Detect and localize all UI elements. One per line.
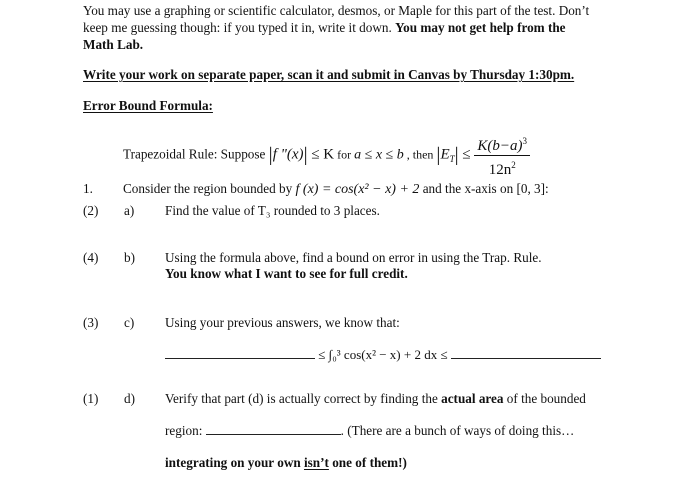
- part-d-region-row: [165, 422, 574, 439]
- trap-et: E: [440, 146, 450, 163]
- trap-le: ≤: [458, 146, 475, 163]
- part-d-last-line: [165, 454, 407, 471]
- part-a-letter: a): [124, 203, 135, 218]
- trapezoidal-rule-formula: Trapezoidal Rule: Suppose |f "(x)| ≤ K for a ≤ x ≤ b , then $|E_T|$ ≤ $\frac{K(b-a)^3}{12n^2}$: [123, 132, 530, 179]
- trap-for: for: [334, 147, 355, 162]
- lower-bound-blank[interactable]: [165, 358, 315, 359]
- part-c-points: (3): [83, 315, 99, 330]
- trap-numerator: K(b−a): [477, 138, 523, 154]
- trap-le-k: ≤ K: [307, 146, 335, 163]
- part-d-bold-word: actual area: [441, 391, 504, 406]
- intro-line-2: [83, 19, 566, 36]
- intro-line-2-plain: keep me guessing though: if you typed it in, write it down.: [83, 20, 396, 35]
- part-a-text: Find the value of T₃ rounded to 3 places.: [165, 203, 380, 218]
- part-c-text: Using your previous answers, we know that:: [165, 315, 400, 330]
- problem-1-number: 1.: [83, 181, 93, 196]
- intro-line-2-bold: You may not get help from the: [395, 20, 566, 35]
- part-c-inequality-row: [165, 346, 601, 363]
- last-bold-before: integrating on your own: [165, 455, 304, 470]
- upper-bound-blank[interactable]: [451, 358, 601, 359]
- part-d-text: [165, 390, 586, 407]
- region-after: . (There are a bunch of ways of doing this…: [340, 423, 575, 438]
- trap-prefix: Trapezoidal Rule: Suppose: [123, 146, 269, 162]
- problem-1-text-before: Consider the region bounded by: [123, 181, 296, 196]
- part-c-inequality: ≤ ∫₀³ cos(x² − x) + 2 dx ≤: [318, 347, 448, 362]
- intro-line-3: Math Lab.: [83, 37, 144, 52]
- part-a-points: (2): [83, 203, 99, 218]
- region-label: region:: [165, 423, 203, 438]
- region-area-blank[interactable]: [206, 434, 341, 435]
- part-b-bold-text: You know what I want to see for full credit.: [165, 266, 408, 281]
- error-bound-fraction: [474, 132, 530, 179]
- part-b-text: Using the formula above, find a bound on error in using the Trap. Rule.: [165, 250, 542, 265]
- part-b-points: (4): [83, 250, 99, 265]
- part-d-text-before: Verify that part (d) is actually correct by finding the: [165, 391, 442, 406]
- problem-1-function: f (x) = cos(x² − x) + 2: [295, 182, 420, 197]
- trap-num-exp: 3: [522, 136, 527, 146]
- trap-denominator: 12n: [488, 162, 512, 178]
- intro-line-1: You may use a graphing or scientific calculator, desmos, or Maple for this part of the test. Don’t: [83, 3, 590, 18]
- trap-then: , then: [403, 147, 437, 162]
- part-d-text-after: of the bounded: [503, 391, 586, 406]
- submit-instruction: Write your work on separate paper, scan it and submit in Canvas by Thursday 1:30pm.: [83, 67, 575, 82]
- trap-et-sub: T: [449, 154, 455, 165]
- trap-den-exp: 2: [511, 160, 516, 170]
- part-d-points: (1): [83, 391, 99, 406]
- error-bound-heading: Error Bound Formula:: [83, 98, 213, 113]
- part-c-letter: c): [124, 315, 135, 330]
- trap-fpp: f "(x): [272, 146, 304, 163]
- problem-1-statement: [123, 180, 549, 198]
- last-bold-after: one of them!): [328, 455, 407, 470]
- trap-range: a ≤ x ≤ b: [354, 147, 404, 163]
- last-bold-underlined: isn’t: [303, 455, 329, 470]
- problem-1-text-after: and the x-axis on [0, 3]:: [419, 181, 549, 196]
- part-d-letter: d): [124, 391, 135, 406]
- part-b-letter: b): [124, 250, 135, 265]
